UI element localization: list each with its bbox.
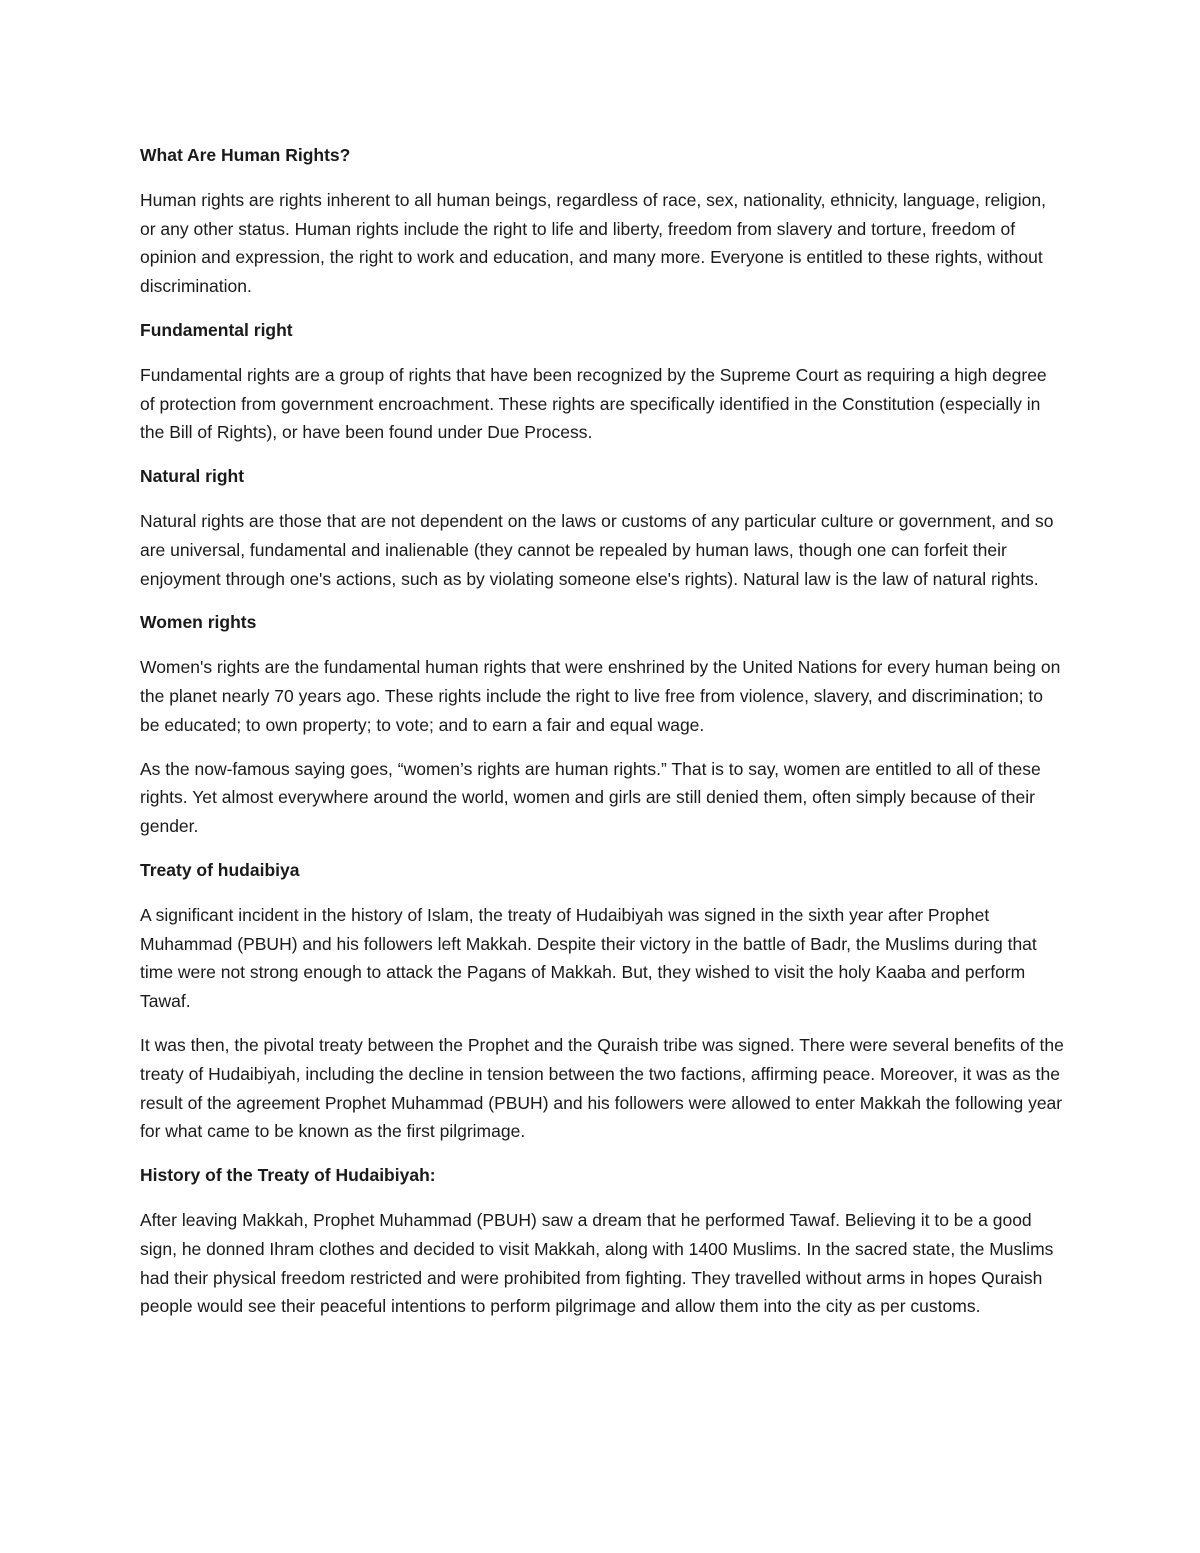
paragraph-human-rights: Human rights are rights inherent to all human beings, regardless of race, sex, nationality, ethnicity, language, religion, or any other status. Human rights include the right to life and liberty, freedom from slavery and torture, freedom of opinion and expression, the right to work and education, and many more. Everyone is entitled to these rights, without discrimination. bbox=[140, 189, 1046, 297]
paragraph-women-rights-1: Women's rights are the fundamental human rights that were enshrined by the United Nations for every human being on the planet nearly 70 years ago. These rights include the right to live free from violence, slavery, and discrimination; to be educated; to own property; to vote; and to earn a fair and equal wage. bbox=[140, 657, 1061, 735]
paragraph-fundamental-right: Fundamental rights are a group of rights that have been recognized by the Supreme Court as requiring a high degree of protection from government encroachment. These rights are specifically identified in the Constitution (especially in the Bill of Rights), or have been found under Due Process. bbox=[140, 364, 1047, 443]
paragraph-natural-right: Natural rights are those that are not dependent on the laws or customs of any particular culture or government, and so are universal, fundamental and inalienable (they cannot be repealed by human laws, though one can forfeit their enjoyment through one's actions, such as by violating someone else's rights). Natural law is the law of natural rights. bbox=[140, 510, 1054, 589]
paragraph-history-of-treaty: After leaving Makkah, Prophet Muhammad (PBUH) saw a dream that he performed Tawaf. Believing it to be a good sign, he donned Ihram clothes and decided to visit Makkah, along with 1400 Muslims. In the sacred state, the Muslims had their physical freedom restricted and were prohibited from fighting. They travelled without arms in hopes Quraish people would see their peaceful intentions to perform pilgrimage and allow them into the city as per customs. bbox=[140, 1209, 1054, 1317]
paragraph-women-rights-2: As the now-famous saying goes, “women’s rights are human rights.” That is to say, women are entitled to all of these rights. Yet almost everywhere around the world, women and girls are still denied them, often simply because of their gender. bbox=[140, 758, 1041, 837]
section-heading-natural-right: Natural right bbox=[140, 466, 245, 487]
section-heading-history-of-treaty: History of the Treaty of Hudaibiyah: bbox=[140, 1165, 436, 1186]
section-heading-treaty-of-hudaibiya: Treaty of hudaibiya bbox=[140, 859, 300, 880]
section-heading-fundamental-right: Fundamental right bbox=[140, 319, 293, 340]
section-heading-human-rights: What Are Human Rights? bbox=[140, 145, 351, 165]
document-body bbox=[140, 141, 1065, 1336]
paragraph-treaty-2: It was then, the pivotal treaty between the Prophet and the Quraish tribe was signed. There were several benefits of the treaty of Hudaibiyah, including the decline in tension between the two factions, affirming peace. Moreover, it was as the result of the agreement Prophet Muhammad (PBUH) and his followers were allowed to enter Makkah the following year for what came to be known as the first pilgrimage. bbox=[140, 1034, 1064, 1142]
section-heading-women-rights: Women rights bbox=[140, 612, 257, 633]
paragraph-treaty-1: A significant incident in the history of Islam, the treaty of Hudaibiyah was signed in the sixth year after Prophet Muhammad (PBUH) and his followers left Makkah. Despite their victory in the battle of Badr, the Muslims during that time were not strong enough to attack the Pagans of Makkah. But, they wished to visit the holy Kaaba and perform Tawaf. bbox=[140, 904, 1037, 1012]
